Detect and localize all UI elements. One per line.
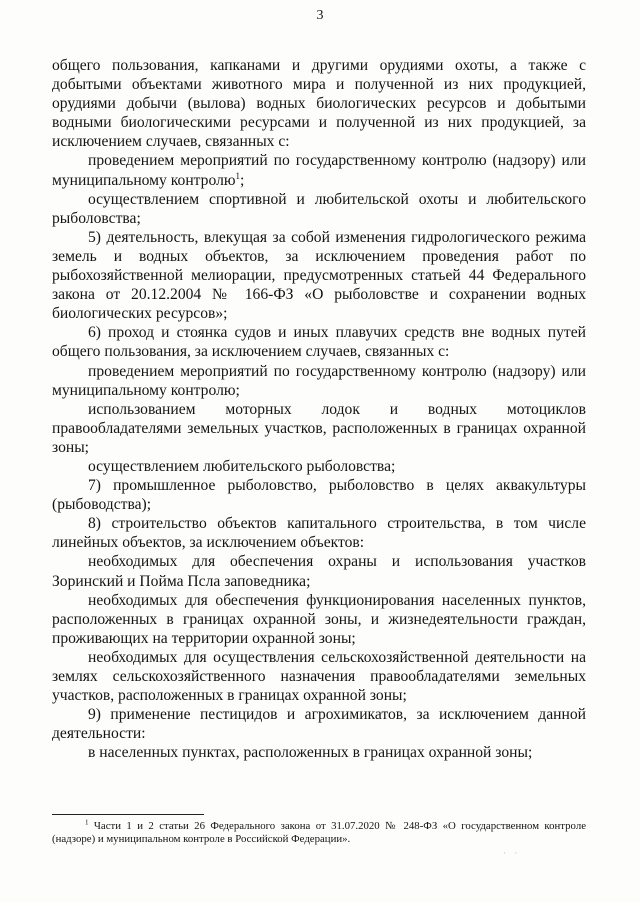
paragraph-7: использованием моторных лодок и водных мотоциклов правообладателями земельных участков, расположенных в границах охранной зоны;	[52, 400, 586, 456]
paragraph-15: в населенных пунктах, расположенных в границах охранной зоны;	[88, 744, 533, 762]
paragraph-2-punctuation: ;	[240, 171, 245, 189]
paragraph-2	[52, 151, 586, 189]
paragraph-10: 8) строительство объектов капитального строительства, в том числе линейных объектов, за исключением объектов:	[52, 515, 586, 552]
paragraph-5: 6) проход и стоянка судов и иных плавучих средств вне водных путей общего пользования, за исключением случаев, связанных с:	[52, 324, 586, 361]
paragraph-13: необходимых для осуществления сельскохозяйственной деятельности на землях сельскохозяйственного назначения правообладателями земельных участков, расположенных в границах охранной зоны;	[52, 648, 586, 705]
paragraph-9: 7) промышленное рыболовство, рыболовство в целях аквакультуры (рыбоводства);	[52, 477, 586, 514]
paragraph-2-text: проведением мероприятий по государственному контролю (надзору) или муниципальному контролю	[52, 152, 586, 189]
paragraph-8: осуществлением любительского рыболовства;	[88, 457, 396, 475]
footnote-text: Части 1 и 2 статьи 26 Федерального закона от 31.07.2020 № 248-ФЗ «О государственном контроле (надзоре) и муниципальном контроле в Российской Федерации».	[52, 820, 586, 846]
paragraph-12: необходимых для обеспечения функционирования населенных пунктов, расположенных в границах охранной зоны, и жизнедеятельности граждан, проживающих на территории охранной зоны;	[52, 591, 586, 647]
paragraph-3: осуществлением спортивной и любительской охоты и любительского рыболовства;	[52, 190, 586, 227]
scan-artifact: · ·	[503, 848, 521, 858]
footnote-marker: 1	[85, 818, 89, 827]
paragraph-1: общего пользования, капканами и другими орудиями охоты, а также с добытыми объектами животного мира и полученной из них продукцией, орудиями добычи (вылова) водных биологических ресурсов и добытыми водными биологическими ресурсами и полученной из них продукцией, за исключением случаев, связанных с:	[52, 57, 586, 151]
footnote	[52, 820, 586, 847]
paragraph-14: 9) применение пестицидов и агрохимикатов, за исключением данной деятельности:	[52, 706, 586, 743]
document-body	[52, 56, 586, 762]
page-number: 3	[316, 8, 324, 23]
paragraph-4: 5) деятельность, влекущая за собой изменения гидрологического режима земель и водных объектов, за исключением проведения работ по рыбохозяйственной мелиорации, предусмотренных статьей 44 Федерального закона от 20.12.2004 № 166-ФЗ «О рыболовстве и сохранении водных биологических ресурсов»;	[52, 228, 586, 323]
footnote-reference: 1	[235, 170, 241, 181]
paragraph-6: проведением мероприятий по государственному контролю (надзору) или муниципальному контролю;	[52, 362, 586, 399]
paragraph-11: необходимых для обеспечения охраны и использования участков Зоринский и Пойма Псла заповедника;	[52, 553, 586, 590]
footnote-divider	[52, 814, 204, 815]
